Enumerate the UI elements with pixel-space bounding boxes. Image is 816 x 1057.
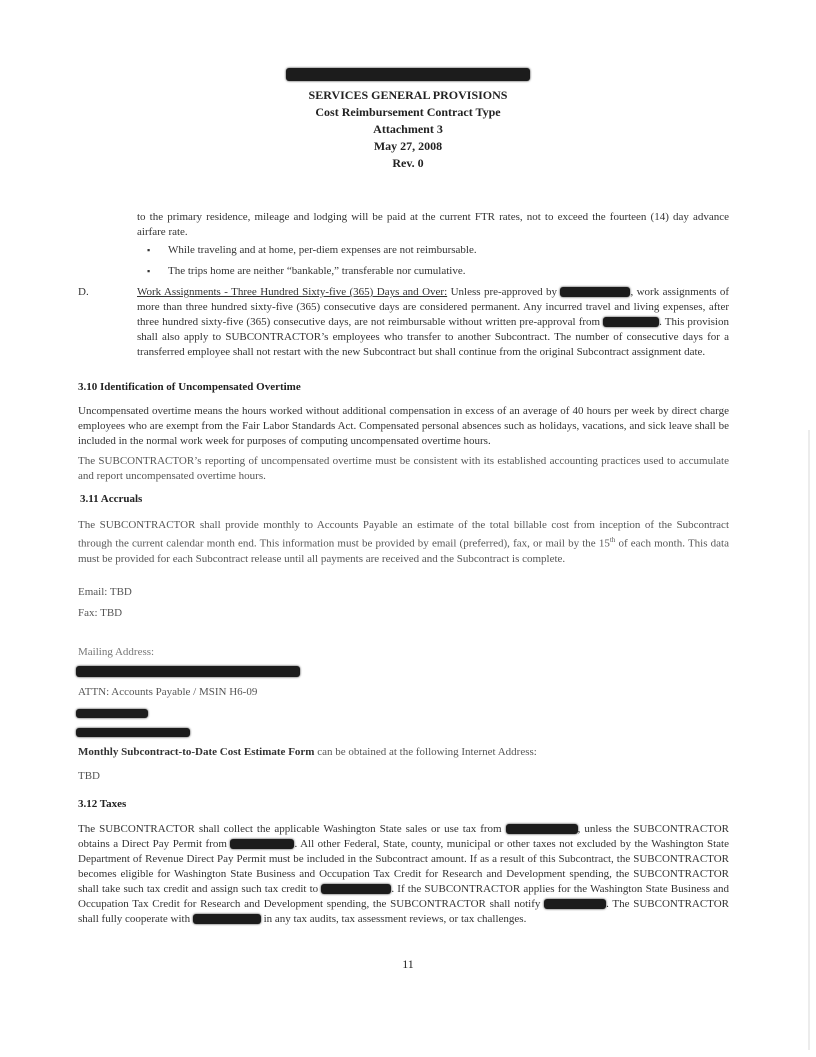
accruals-text: The SUBCONTRACTOR shall provide monthly to Accounts Payable an estimate of the total billable cost from inception of the Subcontract through the current calendar month end. This information must be provided by email (preferred), fax, or mail by the 15 [78, 519, 729, 550]
internet-address-value: TBD [78, 770, 100, 782]
attn-line: ATTN: Accounts Payable / MSIN H6-09 [78, 686, 258, 698]
section-d-text: . This provision shall also apply to SUBCONTRACTOR’s employees who transfer to another Subcontract. The number of consecutive days for a transferred employee shall not restart with the new Subcontract but shall continue from the original Subcontract assignment date. [137, 316, 729, 358]
page-number: 11 [402, 957, 414, 971]
redaction-mark [230, 839, 294, 849]
redaction-mark [560, 287, 630, 297]
taxes-text: , unless the SUBCONTRACTOR obtains a Direct Pay Permit from [78, 823, 729, 850]
section-3-10-para2: The SUBCONTRACTOR’s reporting of uncompensated overtime must be consistent with its established accounting practices used to accumulate and report uncompensated overtime hours. [78, 455, 729, 482]
header-title: SERVICES GENERAL PROVISIONS [308, 88, 508, 102]
ordinal-suffix: th [609, 536, 616, 544]
redaction-mark [321, 884, 391, 894]
section-d-text: , work assignments of more than three hundred sixty-five (365) consecutive days are considered permanent. Any incurred travel and living expenses, after three hundred sixty-five (365) consecutive days, are not reimbursable without written pre-approval from [137, 286, 729, 328]
bullet-text: The trips home are neither “bankable,” transferable nor cumulative. [168, 265, 466, 277]
taxes-text: . All other Federal, State, county, municipal or other taxes not excluded by the Washington State Department of Revenue Direct Pay Permit must be included in the Subcontract amount. If as a result of this Subcontract, the SUBCONTRACTOR becomes eligible for Washington State Business and Occupation Tax Credit for Research and Development spending, the SUBCONTRACTOR shall take such tax credit and assign such tax credit to [78, 838, 729, 895]
section-3-12-heading: 3.12 Taxes [78, 798, 127, 810]
form-text: can be obtained at the following Internet Address: [314, 746, 537, 758]
bullet-icon: ▪ [147, 245, 151, 255]
accruals-email: Email: TBD [78, 586, 132, 598]
taxes-text: The SUBCONTRACTOR shall collect the applicable Washington State sales or use tax from [78, 823, 506, 835]
taxes-text: . The SUBCONTRACTOR shall fully cooperate with [78, 898, 729, 925]
form-name: Monthly Subcontract-to-Date Cost Estimate Form [78, 746, 315, 758]
header-contract-type: Cost Reimbursement Contract Type [315, 105, 501, 119]
header-revision: Rev. 0 [392, 156, 424, 170]
bullet-icon: ▪ [147, 266, 151, 276]
section-3-10-para1: Uncompensated overtime means the hours worked without additional compensation in excess of an average of 40 hours per week by direct charge employees who are exempt from the Fair Labor Standards Act. Compensated personal absences such as holidays, vacations, and sick leave shall be included in the normal work week for purposes of computing uncompensated overtime hours. [78, 405, 729, 447]
section-3-12-paragraph [78, 822, 729, 927]
section-3-11-heading: 3.11 Accruals [80, 493, 143, 505]
section-d-paragraph [137, 285, 729, 360]
cost-estimate-form-line [78, 745, 729, 760]
section-d-text: Unless pre-approved by [447, 286, 561, 298]
scan-edge-shadow [808, 430, 810, 1050]
accruals-fax: Fax: TBD [78, 607, 123, 619]
mailing-address-label: Mailing Address: [78, 646, 155, 658]
continuation-paragraph: to the primary residence, mileage and lodging will be paid at the current FTR rates, not to exceed the fourteen (14) day advance airfare rate. [137, 211, 729, 238]
redaction-mark [76, 728, 190, 737]
taxes-text: in any tax audits, tax assessment reviews, or tax challenges. [260, 913, 527, 925]
redaction-mark [286, 68, 530, 81]
section-3-10-heading: 3.10 Identification of Uncompensated Overtime [78, 381, 301, 393]
redaction-mark [193, 914, 261, 924]
header-date: May 27, 2008 [373, 139, 443, 153]
header-attachment: Attachment 3 [373, 122, 443, 136]
redaction-mark [603, 317, 659, 327]
bullet-text: While traveling and at home, per-diem expenses are not reimbursable. [168, 244, 477, 256]
redaction-mark [544, 899, 606, 909]
redaction-mark [76, 666, 300, 677]
section-d-letter: D. [78, 286, 89, 298]
taxes-text: . If the SUBCONTRACTOR applies for the Washington State Business and Occupation Tax Credit for Research and Development spending, the SUBCONTRACTOR shall notify [78, 883, 729, 910]
bullet-item [147, 264, 728, 279]
document-header [0, 68, 816, 172]
bullet-item [147, 243, 728, 258]
accruals-text: of each month. This data must be provided for each Subcontract release until all payments are received and the Subcontract is complete. [78, 537, 729, 565]
section-d-title: Work Assignments - Three Hundred Sixty-five (365) Days and Over: [137, 286, 448, 298]
redaction-mark [76, 709, 148, 718]
redaction-mark [506, 824, 578, 834]
section-3-11-paragraph [78, 518, 729, 567]
